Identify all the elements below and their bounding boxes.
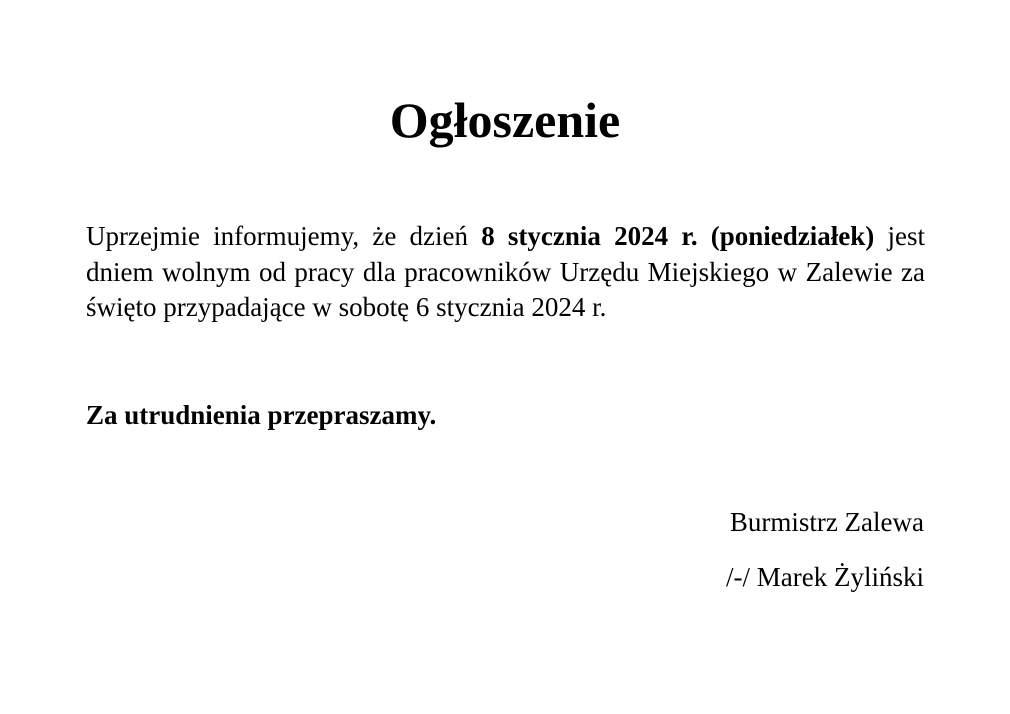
signature-name: /-/ Marek Żyliński <box>726 562 924 592</box>
document-title: Ogłoszenie <box>389 92 621 148</box>
apology-text: Za utrudnienia przepraszamy. <box>86 400 437 430</box>
signature-role: Burmistrz Zalewa <box>729 507 924 537</box>
announcement-paragraph <box>86 219 925 326</box>
paragraph-rest: jest dniem wolnym od pracy dla pracowników Urzędu Miejskiego w Zalewie za święto przypadające w sobotę 6 stycznia 2024 r. <box>86 221 926 322</box>
paragraph-intro: Uprzejmie informujemy, że dzień <box>86 221 482 251</box>
paragraph-date: 8 stycznia 2024 r. (poniedziałek) <box>481 221 875 251</box>
